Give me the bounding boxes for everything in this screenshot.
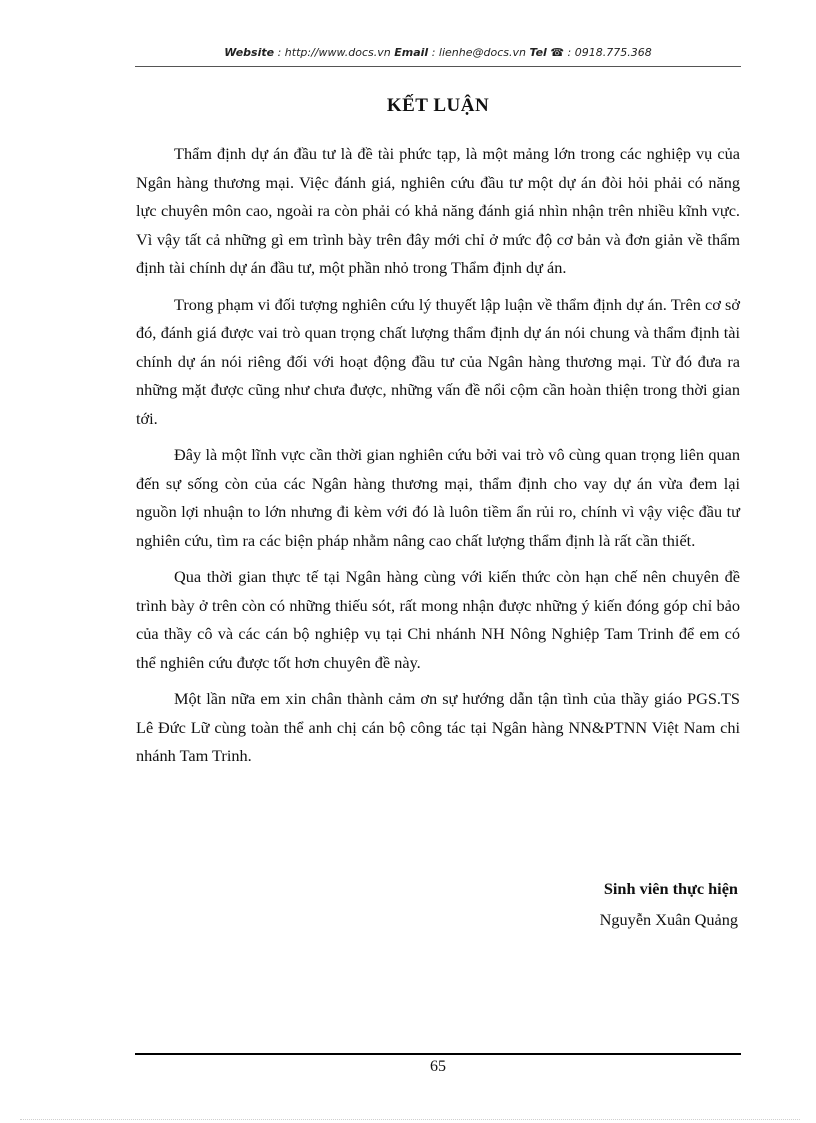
signature-role: Sinh viên thực hiện	[603, 879, 738, 898]
paragraph: Trong phạm vi đối tượng nghiên cứu lý thuyết lập luận về thẩm định dự án. Trên cơ sở đó, đánh giá được vai trò quan trọng chất lượng thẩm định dự án nói chung và thẩm định tài chính dự án nói riêng đối với hoạt động đầu tư của Ngân hàng thương mại. Từ đó đưa ra những mặt được cũng như chưa được, những vấn đề nổi cộm cần hoàn thiện trong thời gian tới.	[136, 294, 740, 428]
paragraph: Qua thời gian thực tế tại Ngân hàng cùng với kiến thức còn hạn chế nên chuyên đề trình bày ở trên còn có những thiếu sót, rất mong nhận được những ý kiến đóng góp chỉ bảo của thầy cô và các cán bộ nghiệp vụ tại Chi nhánh NH Nông Nghiệp Tam Trinh để em có thể nghiên cứu được tốt hơn chuyên đề này.	[136, 567, 740, 672]
footer-divider	[135, 1053, 741, 1055]
page-edge-divider	[20, 1119, 800, 1120]
phone-icon: ☎	[550, 46, 565, 59]
website-label: Website	[224, 46, 275, 59]
page-header	[135, 46, 741, 66]
signature-block	[600, 873, 738, 935]
tel-value: : 0918.775.368	[564, 46, 652, 59]
signature-name: Nguyễn Xuân Quảng	[599, 910, 738, 929]
paragraph: Một lần nữa em xin chân thành cảm ơn sự hướng dẫn tận tình của thầy giáo PGS.TS Lê Đức Lữ cùng toàn thể anh chị cán bộ công tác tại Ngân hàng NN&PTNN Việt Nam chi nhánh Tam Trinh.	[136, 689, 740, 765]
paragraph: Thẩm định dự án đầu tư là đề tài phức tạp, là một mảng lớn trong các nghiệp vụ của Ngân hàng thương mại. Việc đánh giá, nghiên cứu đầu tư một dự án đòi hỏi phải có năng lực chuyên môn cao, ngoài ra còn phải có khả năng đánh giá nhìn nhận trên nhiều kĩnh vực. Vì vậy tất cả những gì em trình bày trên đây mới chỉ ở mức độ cơ bản và đơn giản về thẩm định tài chính dự án đầu tư, một phần nhỏ trong Thẩm định dự án.	[136, 144, 740, 277]
page-number: 65	[430, 1058, 446, 1075]
email-label: Email	[394, 46, 429, 59]
email-value: : lienhe@docs.vn	[428, 46, 530, 59]
header-divider	[135, 66, 741, 67]
tel-label: Tel	[529, 46, 547, 59]
website-value: : http://www.docs.vn	[274, 46, 395, 59]
page-title: KẾT LUẬN	[386, 95, 490, 116]
conclusion-body	[136, 140, 740, 779]
paragraph: Đây là một lĩnh vực cần thời gian nghiên cứu bởi vai trò vô cùng quan trọng liên quan đến sự sống còn của các Ngân hàng thương mại, thẩm định cho vay dự án vừa đem lại nguồn lợi nhuận to lớn nhưng đi kèm với đó là luôn tiềm ẩn rủi ro, chính vì vậy việc đầu tư nghiên cứu, tìm ra các biện pháp nhằm nâng cao chất lượng thẩm định là rất cần thiết.	[136, 445, 740, 550]
